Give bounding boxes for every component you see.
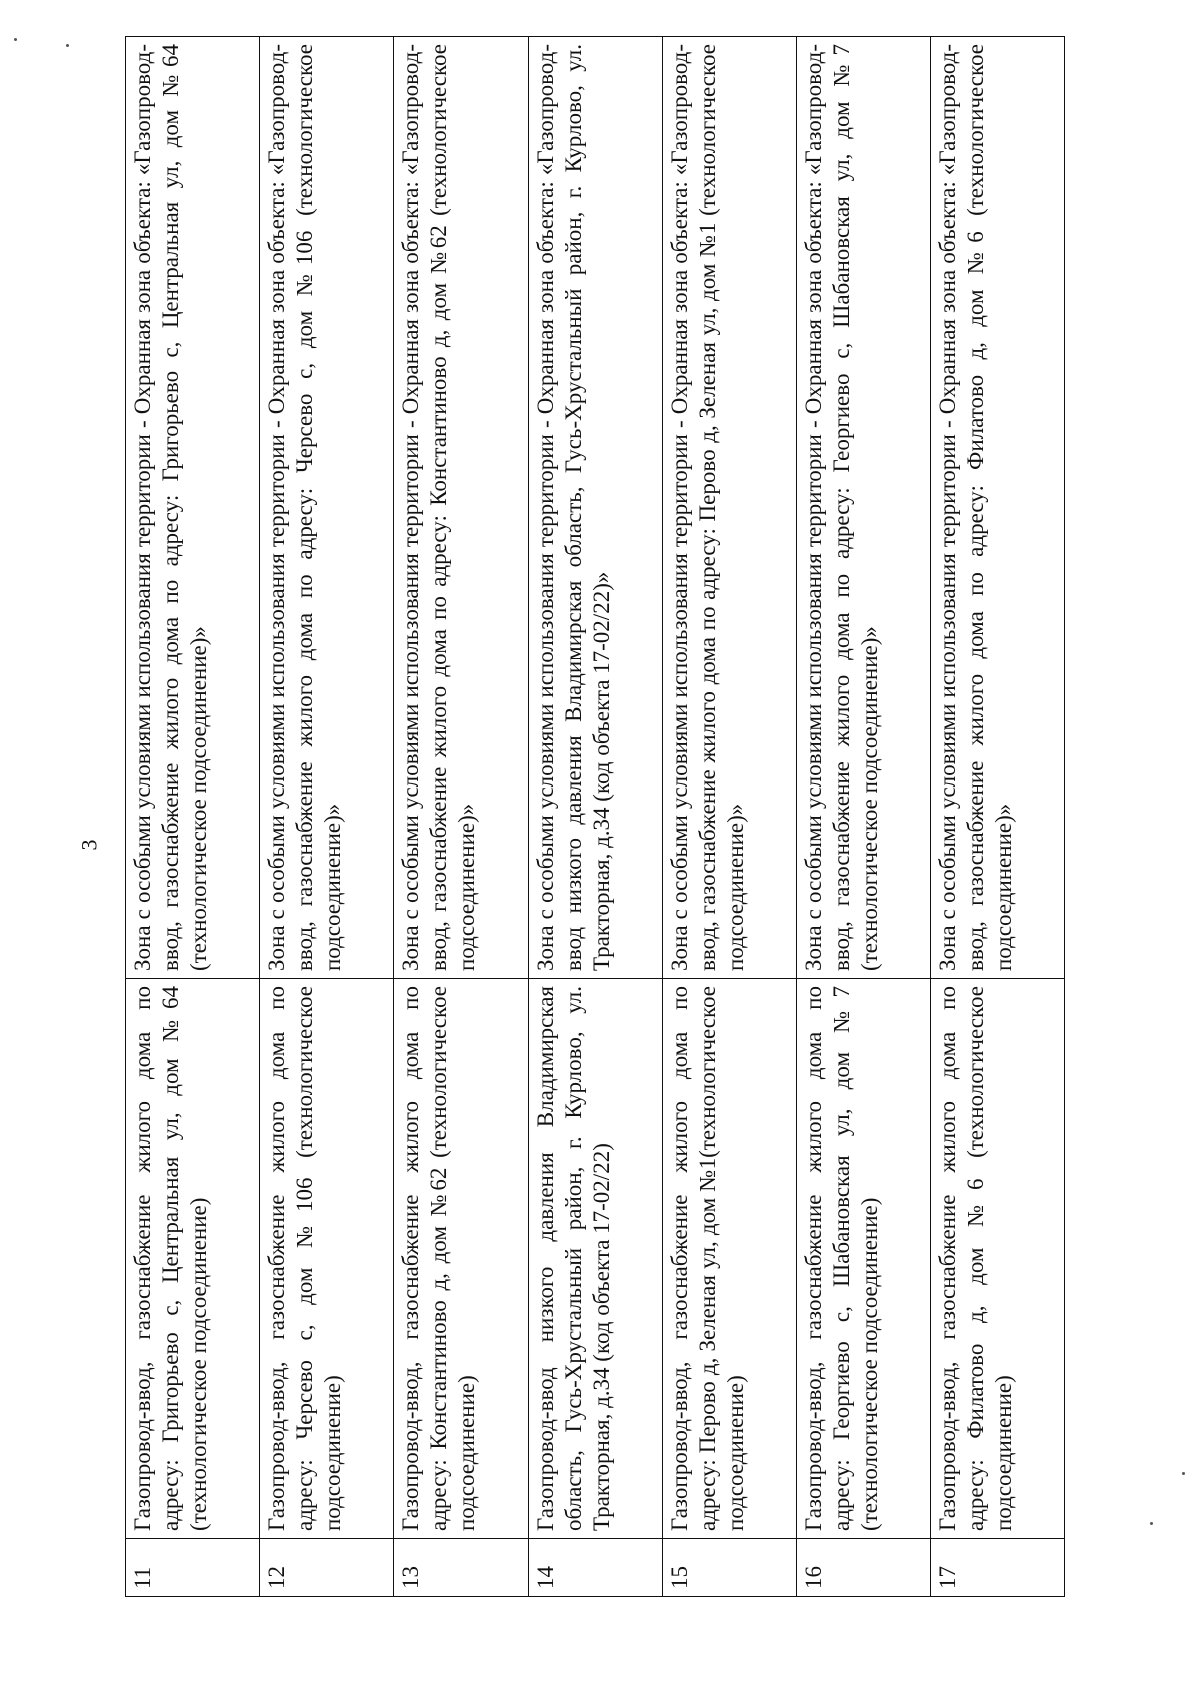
row-number: 14	[528, 1539, 662, 1597]
zone-description: Зона с особыми условиями использования территории - Охранная зона объекта: «Газопровод-ввод, газоснабжение жилого дома по адресу: Константиново д, дом №62 (технологическое подсоединение)»	[394, 37, 528, 979]
scan-speck	[66, 44, 69, 47]
page-number: 3	[76, 839, 102, 851]
row-number: 11	[126, 1539, 260, 1597]
row-number: 13	[394, 1539, 528, 1597]
object-description: Газопровод-ввод, газоснабжение жилого дома по адресу: Перово д, Зеленая ул, дом №1(технологическое подсоединение)	[662, 979, 796, 1539]
zone-description: Зона с особыми условиями использования территории - Охранная зона объекта: «Газопровод-ввод, газоснабжение жилого дома по адресу: Перово д, Зеленая ул, дом №1 (технологическое подсоединение)»	[662, 37, 796, 979]
row-number: 16	[796, 1539, 930, 1597]
zone-description: Зона с особыми условиями использования территории - Охранная зона объекта: «Газопровод-ввод, газоснабжение жилого дома по адресу: Георгиево с, Шабановская ул, дом №7 (технологическое подсоединение)»	[796, 37, 930, 979]
table-row	[528, 37, 662, 1597]
object-description: Газопровод-ввод низкого давления Владимирская область, Гусь-Хрустальный район, г. Курлово, ул. Тракторная, д.34 (код объекта 17-02/22)	[528, 979, 662, 1539]
scan-speck	[1182, 1472, 1185, 1475]
table-row	[796, 37, 930, 1597]
table-row	[662, 37, 796, 1597]
objects-table	[125, 36, 1065, 1597]
object-description: Газопровод-ввод, газоснабжение жилого дома по адресу: Григорьево с, Центральная ул, дом №64 (технологическое подсоединение)	[126, 979, 260, 1539]
object-description: Газопровод-ввод, газоснабжение жилого дома по адресу: Константиново д, дом №62 (технологическое подсоединение)	[394, 979, 528, 1539]
table-row	[126, 37, 260, 1597]
scan-speck	[1150, 1522, 1153, 1525]
table-row	[394, 37, 528, 1597]
table-row	[931, 37, 1065, 1597]
object-description: Газопровод-ввод, газоснабжение жилого дома по адресу: Филатово д, дом №6 (технологическое подсоединение)	[931, 979, 1065, 1539]
zone-description: Зона с особыми условиями использования территории - Охранная зона объекта: «Газопровод-ввод, газоснабжение жилого дома по адресу: Филатово д, дом №6 (технологическое подсоединение)»	[931, 37, 1065, 979]
row-number: 12	[260, 1539, 394, 1597]
table-area	[125, 37, 1065, 1597]
zone-description: Зона с особыми условиями использования территории - Охранная зона объекта: «Газопровод-ввод, газоснабжение жилого дома по адресу: Григорьево с, Центральная ул, дом №64 (технологическое подсоединение)»	[126, 37, 260, 979]
object-description: Газопровод-ввод, газоснабжение жилого дома по адресу: Черсево с, дом №106 (технологическое подсоединение)	[260, 979, 394, 1539]
zone-description: Зона с особыми условиями использования территории - Охранная зона объекта: «Газопровод-ввод, газоснабжение жилого дома по адресу: Черсево с, дом №106 (технологическое подсоединение)»	[260, 37, 394, 979]
object-description: Газопровод-ввод, газоснабжение жилого дома по адресу: Георгиево с, Шабановская ул, дом №7 (технологическое подсоединение)	[796, 979, 930, 1539]
row-number: 17	[931, 1539, 1065, 1597]
zone-description: Зона с особыми условиями использования территории - Охранная зона объекта: «Газопровод-ввод низкого давления Владимирская область, Гусь-Хрустальный район, г. Курлово, ул. Тракторная, д.34 (код объекта 17-02/22)»	[528, 37, 662, 979]
table-row	[260, 37, 394, 1597]
row-number: 15	[662, 1539, 796, 1597]
rotated-table-container	[125, 37, 1065, 1597]
scan-speck	[14, 38, 17, 41]
